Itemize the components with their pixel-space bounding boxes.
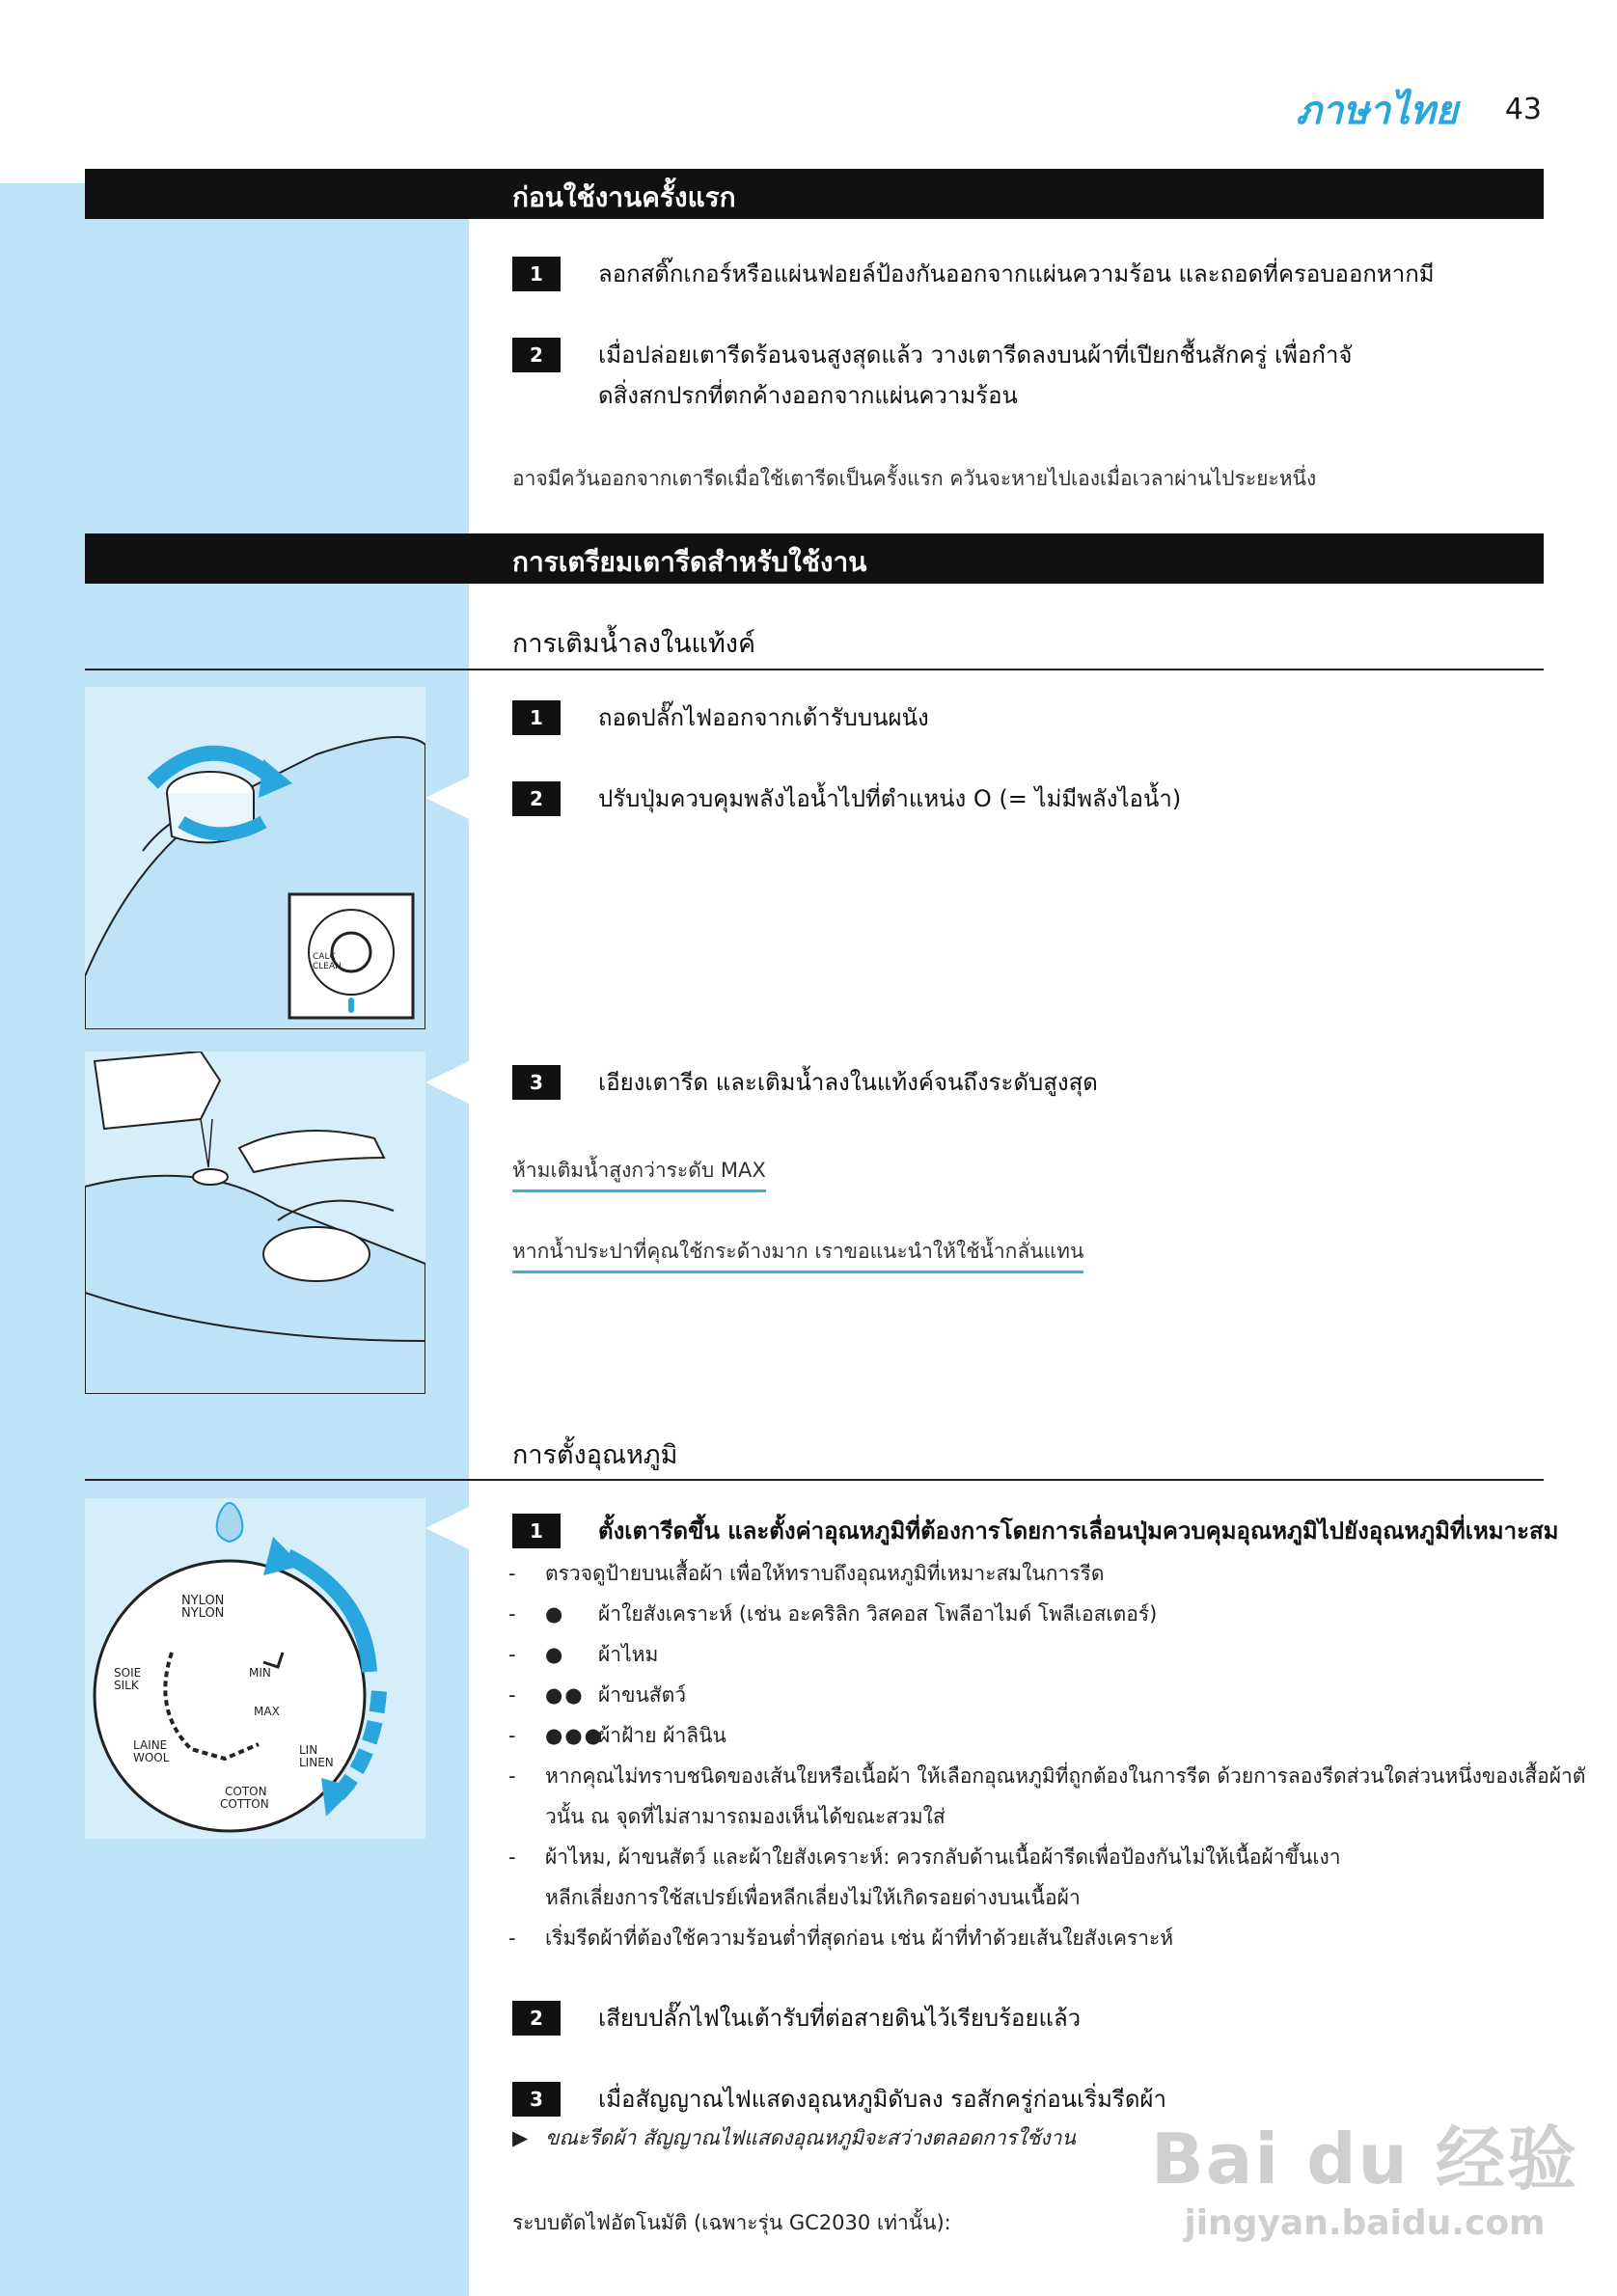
- fabric-bullet: - ●● ผ้าขนสัตว์: [508, 1683, 687, 1707]
- step-text: ลอกสติ๊กเกอร์หรือแผ่นฟอยล์ป้องกันออกจากแผ่นความร้อน และถอดที่ครอบออกหากมี: [598, 260, 1435, 287]
- first-use-note: อาจมีควันออกจากเตารีดเมื่อใช้เตารีดเป็นครั้งแรก ควันจะหายไปเองเมื่อเวลาผ่านไประยะหนึ่ง: [512, 467, 1317, 490]
- step-text: ตั้งเตารีดขึ้น และตั้งค่าอุณหภูมิที่ต้องการโดยการเลื่อนปุ่มควบคุมอุณหภูมิไปยังอุณหภูมิที่เหมาะสม: [598, 1517, 1559, 1544]
- steam-control-illustration: [85, 687, 425, 1029]
- svg-text:COTON: COTON: [225, 1785, 267, 1798]
- step-number: 3: [512, 2082, 561, 2117]
- step-number: 2: [512, 2001, 561, 2036]
- warning-hard-water: หากน้ำประปาที่คุณใช้กระด้างมาก เราขอแนะนำให้ใช้น้ำกลั่นแทน: [512, 1236, 1083, 1273]
- fabric-bullet: - ●●●ผ้าฝ้าย ผ้าลินิน: [508, 1724, 726, 1747]
- watermark: Bai du 经验 jingyan.baidu.com: [1150, 2118, 1578, 2243]
- svg-text:MIN: MIN: [249, 1666, 271, 1680]
- step-text: เอียงเตารีด และเติมน้ำลงในแท้งค์จนถึงระดับสูงสุด: [598, 1069, 1098, 1096]
- step-text: เมื่อปล่อยเตารีดร้อนจนสูงสุดแล้ว วางเตารีดลงบนผ้าที่เปียกชื้นสักครู่ เพื่อกำจั ดสิ่งสกปรกที่ตกค้างออกจากแผ่นความร้อน: [598, 342, 1353, 409]
- pointer-triangle: [425, 1061, 469, 1104]
- iron-top-view-graphic: [85, 687, 425, 1029]
- auto-off-heading: ระบบตัดไฟอัตโนมัติ (เฉพาะรุ่น GC2030 เท่านั้น):: [512, 2211, 951, 2234]
- tip-paragraph: - ผ้าไหม, ผ้าขนสัตว์ และผ้าใยสังเคราะห์: ควรกลับด้านเนื้อผ้ารีดเพื่อป้องกันไม่ให้เนื้อผ้าขึ้นเงา หลีกเลี่ยงการใช้สเปรย์เพื่อหลีกเลี่ยงไม่ให้เกิดรอยด่างบนเนื้อผ้า: [508, 1845, 1341, 1909]
- pouring-water-graphic: [85, 1052, 425, 1394]
- language-heading: ภาษาไทย: [1296, 89, 1458, 133]
- svg-text:WOOL: WOOL: [133, 1751, 170, 1764]
- svg-text:NYLON: NYLON: [181, 1594, 225, 1608]
- warning-max-level: ห้ามเติมน้ำสูงกว่าระดับ MAX: [512, 1155, 766, 1192]
- step-number: 1: [512, 257, 561, 291]
- step-number: 3: [512, 1065, 561, 1100]
- page-number: 43: [1504, 93, 1542, 126]
- filling-water-illustration: [85, 1052, 425, 1394]
- step-text: เสียบปลั๊กไฟในเต้ารับที่ต่อสายดินไว้เรียบร้อยแล้ว: [598, 2005, 1082, 2032]
- step-number: 2: [512, 781, 561, 816]
- svg-text:SILK: SILK: [114, 1679, 139, 1692]
- subheading-temperature: การตั้งอุณหภูมิ: [512, 1440, 678, 1470]
- divider: [85, 669, 1544, 670]
- tip-paragraph: - เริ่มรีดผ้าที่ต้องใช้ความร้อนต่ำที่สุดก่อน เช่น ผ้าที่ทำด้วยเส้นใยสังเคราะห์: [508, 1927, 1174, 1950]
- section-bar-first-use: [85, 169, 1544, 219]
- svg-text:CALC: CALC: [313, 952, 336, 962]
- section-title: ก่อนใช้งานครั้งแรก: [512, 181, 736, 213]
- fabric-bullet: - ● ผ้าไหม: [508, 1643, 659, 1666]
- step-text: ถอดปลั๊กไฟออกจากเต้ารับบนผนัง: [598, 704, 929, 731]
- fabric-bullet: - ● ผ้าใยสังเคราะห์ (เช่น อะคริลิก วิสคอส โพลีอาไมด์ โพลีเอสเตอร์): [508, 1602, 1158, 1626]
- svg-text:MAX: MAX: [254, 1705, 280, 1718]
- temperature-dial-graphic: [85, 1498, 425, 1839]
- svg-text:LINEN: LINEN: [299, 1756, 334, 1769]
- svg-text:LIN: LIN: [299, 1743, 318, 1757]
- subheading-filling: การเติมน้ำลงในแท้งค์: [512, 629, 756, 659]
- fabric-bullet: - ตรวจดูป้ายบนเสื้อผ้า เพื่อให้ทราบถึงอุณหภูมิที่เหมาะสมในการรีด: [508, 1562, 1105, 1585]
- step-text: ปรับปุ่มควบคุมพลังไอน้ำไปที่ตำแหน่ง O (= ไม่มีพลังไอน้ำ): [598, 785, 1182, 812]
- svg-text:CLEAN: CLEAN: [313, 962, 342, 971]
- svg-text:SOIE: SOIE: [114, 1666, 142, 1680]
- section-bar-preparing: [85, 533, 1544, 584]
- step-text: เมื่อสัญญาณไฟแสดงอุณหภูมิดับลง รอสักครู่ก่อนเริ่มรีดผ้า: [598, 2086, 1166, 2113]
- step-number: 1: [512, 1514, 561, 1548]
- svg-text:LAINE: LAINE: [133, 1738, 168, 1752]
- section-title: การเตรียมเตารีดสำหรับใช้งาน: [512, 546, 867, 578]
- svg-text:NYLON: NYLON: [181, 1606, 225, 1621]
- divider: [85, 1479, 1544, 1481]
- result-note: ▶ ขณะรีดผ้า สัญญาณไฟแสดงอุณหภูมิจะสว่างตลอดการใช้งาน: [512, 2126, 1076, 2149]
- result-arrow-icon: ▶: [512, 2126, 529, 2149]
- pointer-triangle: [425, 1507, 469, 1549]
- step-number: 2: [512, 338, 561, 372]
- pointer-triangle: [425, 777, 469, 819]
- step-number: 1: [512, 700, 561, 735]
- tip-paragraph: - หากคุณไม่ทราบชนิดของเส้นใยหรือเนื้อผ้า ให้เลือกอุณหภูมิที่ถูกต้องในการรีด ด้วยการลองรีดส่วนใดส่วนหนึ่งของเสื้อผ้าตั วนั้น ณ จุดที่ไม่สามารถมองเห็นได้ขณะสวมใส่: [508, 1764, 1586, 1828]
- svg-text:COTTON: COTTON: [220, 1797, 269, 1811]
- temperature-dial-illustration: [85, 1498, 425, 1839]
